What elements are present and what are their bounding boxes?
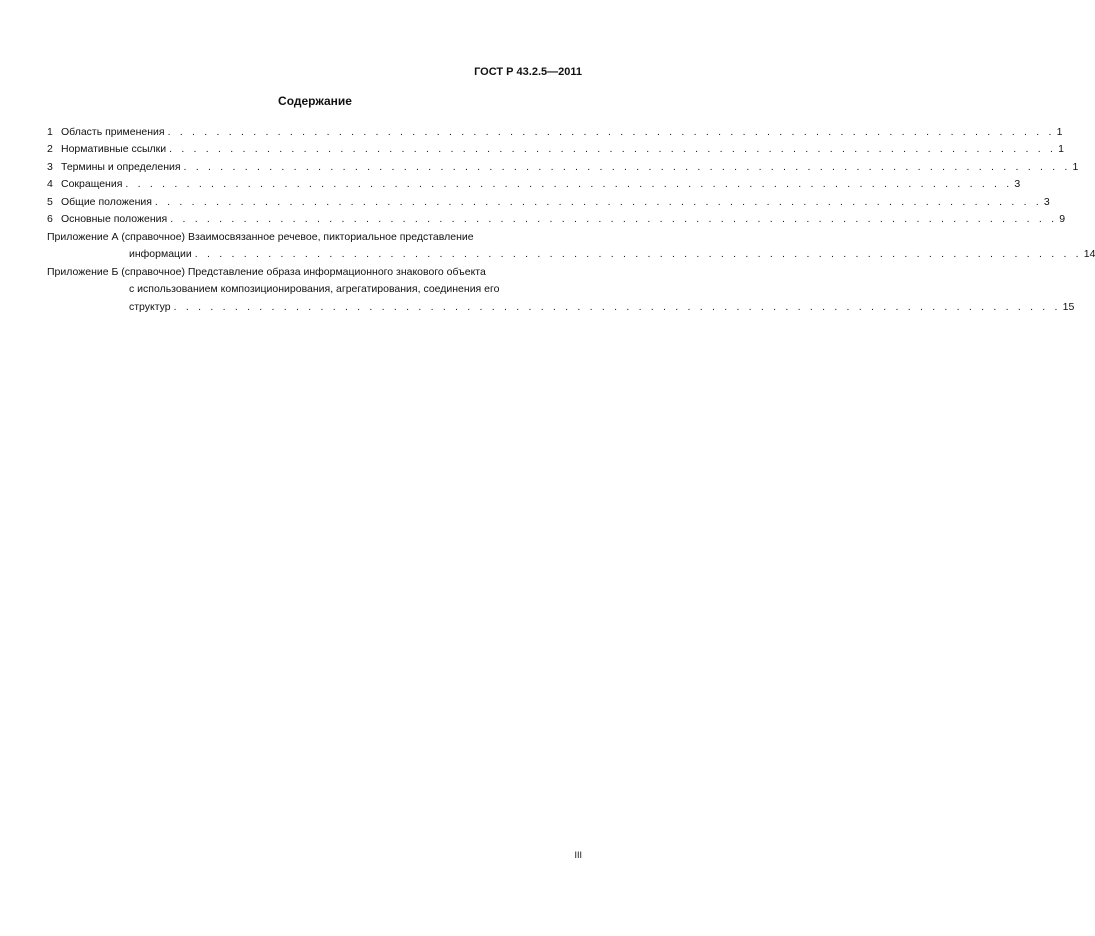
toc-entry-page: 1 [1058, 143, 1064, 155]
toc-entry-label: Сокращения [61, 178, 123, 190]
toc-annex-b-line-2[interactable] [47, 279, 583, 297]
toc-entry-number: 5 [47, 195, 53, 208]
leader-dots: . . . . . . . . . . . . . . . . . . . . . . . . . . . . . . . . . . . . . . . . . . . . . . . . . . . . . . . . . . . . . . . . . . . . . . . . . [169, 143, 1057, 155]
page-number: III [574, 850, 582, 860]
leader-dots: . . . . . . . . . . . . . . . . . . . . . . . . . . . . . . . . . . . . . . . . . . . . . . . . . . . . . . . . . . . . . . . . . . . . . . . . . [183, 160, 1071, 173]
toc-entry-label: Нормативные ссылки [61, 143, 167, 155]
toc-entry-label: Термины и определения [61, 160, 181, 173]
leader-dots: . . . . . . . . . . . . . . . . . . . . . . . . . . . . . . . . . . . . . . . . . . . . . . . . . . . . . . . . . . . . . . . . . . . . . . . . . [173, 300, 1061, 313]
toc-annex-label: информации [129, 248, 192, 260]
toc-entry-label: Область применения [61, 125, 165, 138]
toc-entry-page: 3 [1014, 178, 1021, 190]
toc-entry-references[interactable] [47, 139, 1064, 157]
toc-entry-terms[interactable] [47, 156, 1079, 174]
toc-entry-page: 1 [1056, 125, 1063, 138]
leader-dots: . . . . . . . . . . . . . . . . . . . . . . . . . . . . . . . . . . . . . . . . . . . . . . . . . . . . . . . . . . . . . . . . . . . . . . . . . [125, 178, 1013, 190]
leader-dots: . . . . . . . . . . . . . . . . . . . . . . . . . . . . . . . . . . . . . . . . . . . . . . . . . . . . . . . . . . . . . . . . . . . . . . . . . [170, 213, 1058, 225]
toc-annex-a-line-2[interactable] [47, 244, 1095, 262]
toc-annex-a-line-1[interactable] [47, 226, 583, 244]
leader-dots: . . . . . . . . . . . . . . . . . . . . . . . . . . . . . . . . . . . . . . . . . . . . . . . . . . . . . . . . . . . . . . . . . . . . . . . . . [194, 248, 1082, 260]
toc-annex-label: структур [129, 300, 171, 313]
toc-entry-page: 15 [1062, 300, 1075, 313]
toc-entry-abbreviations[interactable] [47, 174, 1021, 192]
toc-entry-number: 1 [47, 125, 53, 138]
toc-entry-number: 6 [47, 213, 53, 225]
toc-title: Содержание [278, 94, 352, 108]
toc-annex-b-line-3[interactable] [47, 296, 1075, 314]
toc-entry-page: 9 [1059, 213, 1066, 225]
toc-annex-label: Приложение Б (справочное) Представление образа информационного знакового объекта [47, 265, 486, 278]
toc-entry-number: 3 [47, 160, 53, 173]
toc-annex-b-line-1[interactable] [47, 261, 583, 279]
toc-entry-number: 2 [47, 143, 53, 155]
toc-entry-page: 1 [1072, 160, 1079, 173]
toc-entry-general[interactable] [47, 191, 1050, 209]
leader-dots: . . . . . . . . . . . . . . . . . . . . . . . . . . . . . . . . . . . . . . . . . . . . . . . . . . . . . . . . . . . . . . . . . . . . . . . . . [167, 125, 1055, 138]
toc-entry-number: 4 [47, 178, 53, 190]
leader-dots: . . . . . . . . . . . . . . . . . . . . . . . . . . . . . . . . . . . . . . . . . . . . . . . . . . . . . . . . . . . . . . . . . . . . . . . . . [154, 195, 1042, 208]
toc-entry-label: Общие положения [61, 195, 152, 208]
toc-annex-label: с использованием композиционирования, агрегатирования, соединения его [129, 283, 500, 295]
toc-entry-label: Основные положения [61, 213, 168, 225]
toc-entry-main[interactable] [47, 209, 1066, 227]
document-code: ГОСТ Р 43.2.5—2011 [474, 66, 582, 78]
table-of-contents [47, 121, 1095, 314]
toc-entry-page: 3 [1043, 195, 1050, 208]
toc-annex-label: Приложение А (справочное) Взаимосвязанное речевое, пикториальное представление [47, 230, 474, 243]
toc-entry-page: 14 [1083, 248, 1095, 260]
toc-entry-scope[interactable] [47, 121, 1063, 139]
